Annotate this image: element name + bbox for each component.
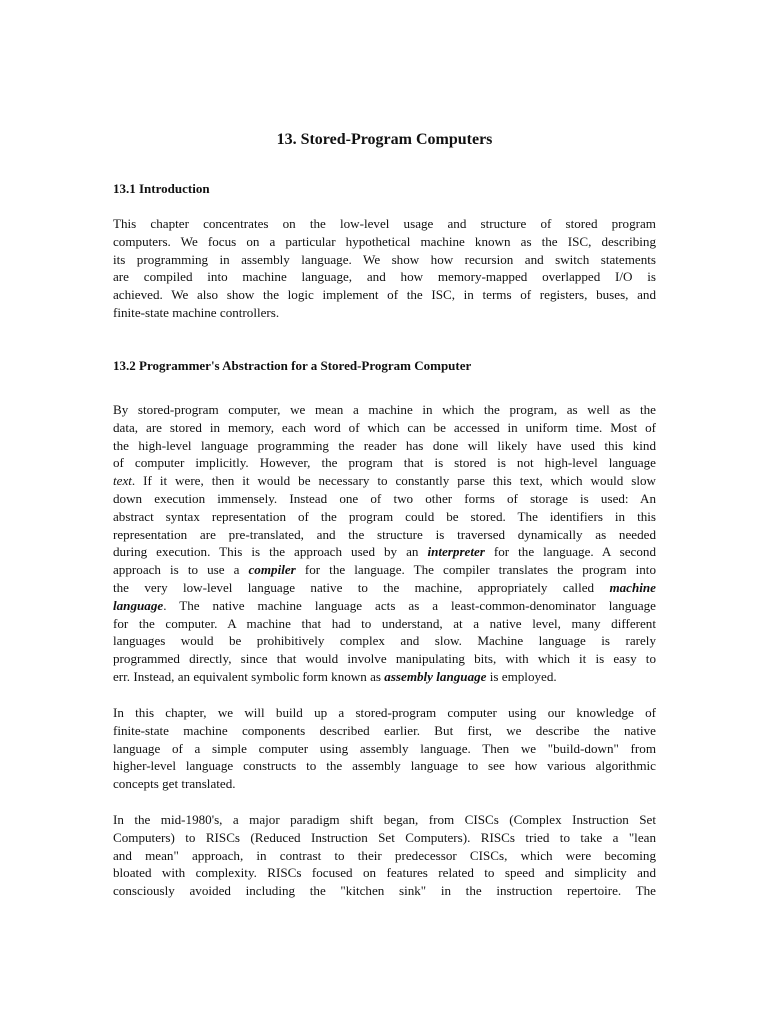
text-line: higher-level language constructs to the assembly language to see how various algorithmic <box>113 758 656 774</box>
chapter-title: 13. Stored-Program Computers <box>276 131 493 148</box>
text-line: computers. We focus on a particular hypothetical machine known as the ISC, describing <box>113 233 656 249</box>
text-line: Computers) to RISCs (Reduced Instruction Set Computers). RISCs tried to take a "lean <box>113 829 656 845</box>
term-compiler: compiler <box>248 562 296 578</box>
text-line: for the computer. A machine that had to understand, at a native level, many different <box>113 615 656 631</box>
text-line: finite-state machine controllers. <box>113 304 280 320</box>
paragraph-intro <box>113 215 656 322</box>
text-line: bloated with complexity. RISCs focused on features related to speed and simplicity and <box>113 865 656 881</box>
text-line: approach is to use a compiler for the language. The compiler translates the program into <box>113 562 656 578</box>
text-line: the high-level language programming the reader has done will likely have used this kind <box>113 437 656 453</box>
text-line: down execution immensely. Instead one of two other forms of storage is used: An <box>113 490 656 506</box>
text-line: data, are stored in memory, each word of which can be accessed in uniform time. Most of <box>113 419 656 435</box>
text-line: are compiled into machine language, and how memory-mapped overlapped I/O is <box>113 269 656 285</box>
text-line: In this chapter, we will build up a stored-program computer using our knowledge of <box>113 705 656 720</box>
text-line: of computer implicitly. However, the program that is stored is not high-level language <box>113 455 656 471</box>
term-language: language <box>113 597 164 613</box>
text-line: concepts get translated. <box>113 776 236 792</box>
paragraph-abstraction-1 <box>113 401 656 686</box>
section-heading-abstraction: 13.2 Programmer's Abstraction for a Stored-Program Computer <box>113 358 472 373</box>
text-line: its programming in assembly language. We show how recursion and switch statements <box>113 251 656 267</box>
text-line: abstract syntax representation of the program could be stored. The identifiers in this <box>113 508 656 524</box>
term-machine: machine <box>609 579 656 595</box>
text-line: language. The native machine language acts as a least-common-denominator language <box>113 597 656 613</box>
paragraph-abstraction-2 <box>113 704 656 793</box>
text-line: representation are pre-translated, and the structure is traversed dynamically as needed <box>113 526 656 542</box>
text-line: language of a simple computer using assembly language. Then we "build-down" from <box>113 740 656 756</box>
section-heading-intro: 13.1 Introduction <box>113 181 210 196</box>
text-line: and mean" approach, in contrast to their predecessor CISCs, which were becoming <box>113 847 656 863</box>
text-line: In the mid-1980's, a major paradigm shift began, from CISCs (Complex Instruction Set <box>113 812 656 827</box>
text-line: This chapter concentrates on the low-level usage and structure of stored program <box>113 216 656 231</box>
text-line: err. Instead, an equivalent symbolic form known as assembly language is employed. <box>113 668 557 684</box>
term-assembly-language: assembly language <box>384 668 487 684</box>
text-line: achieved. We also show the logic implement of the ISC, in terms of registers, buses, and <box>113 287 656 303</box>
text-line: text. If it were, then it would be necessary to constantly parse this text, which would slow <box>113 473 656 489</box>
text-line: during execution. This is the approach used by an interpreter for the language. A second <box>113 544 656 560</box>
text-line: By stored-program computer, we mean a machine in which the program, as well as the <box>113 402 656 417</box>
text-line: languages would be prohibitively complex and slow. Machine language is rarely <box>113 633 656 649</box>
text-line: programmed directly, since that would involve manipulating bits, with which it is easy to <box>113 651 656 667</box>
term-interpreter: interpreter <box>427 544 485 560</box>
emphasis-text: text <box>113 473 132 489</box>
text-line: the very low-level language native to the machine, appropriately called machine <box>113 579 656 595</box>
paragraph-abstraction-3 <box>113 811 656 900</box>
text-line: finite-state machine components described earlier. But first, we describe the native <box>113 722 656 738</box>
text-line: consciously avoided including the "kitchen sink" in the instruction repertoire. The <box>113 883 656 899</box>
